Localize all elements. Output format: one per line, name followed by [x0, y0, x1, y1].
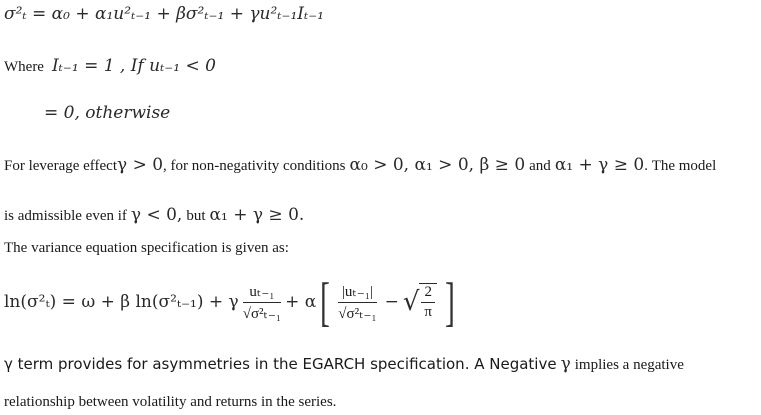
fraction-denominator: √σ²ₜ₋₁ [242, 305, 282, 322]
text-segment: and [529, 158, 551, 174]
math-segment: α₁ + γ ≥ 0. [209, 205, 305, 225]
admissible-paragraph [4, 205, 304, 225]
text-segment: but [186, 208, 206, 224]
text-segment: For leverage effect [4, 158, 117, 174]
gamma-symbol: γ [560, 354, 571, 374]
minus-sign: − [384, 292, 399, 312]
math-segment: α₁ + γ ≥ 0 [554, 155, 645, 175]
equation-lhs: ln(σ²ₜ) = ω + β ln(σ²ₜ₋₁) + γ [4, 292, 239, 312]
egarch-equation [4, 268, 459, 336]
fraction-denominator: π [424, 304, 432, 320]
left-bracket: [ [320, 272, 331, 332]
leverage-paragraph [4, 155, 716, 175]
math-segment: γ < 0, [130, 205, 183, 225]
fraction-numerator: uₜ₋₁ [243, 282, 281, 303]
garch-equation: σ²ₜ = α₀ + α₁u²ₜ₋₁ + βσ²ₜ₋₁ + γu²ₜ₋₁Iₜ₋₁ [4, 4, 324, 24]
fraction-two-over-pi [419, 283, 437, 321]
indicator-otherwise: = 0, otherwise [44, 103, 171, 123]
indicator-definition [4, 56, 216, 76]
fraction-denominator: √σ²ₜ₋₁ [338, 305, 377, 322]
sqrt-icon: √ [402, 287, 420, 317]
variance-intro: The variance equation specification is given as: [4, 240, 289, 256]
where-label: Where [4, 59, 44, 75]
fraction-numerator: |uₜ₋₁| [338, 282, 376, 303]
math-segment: γ > 0 [117, 155, 164, 175]
fraction-abs-u-over-sigma [338, 282, 376, 323]
text-segment: , for non-negativity conditions [163, 158, 346, 174]
fraction-numerator: 2 [421, 284, 435, 303]
right-bracket: ] [445, 272, 455, 332]
text-segment: . The model [644, 158, 717, 174]
plus-alpha: + α [285, 292, 317, 312]
math-segment: α₀ > 0, α₁ > 0, β ≥ 0 [349, 155, 526, 175]
asymmetry-paragraph [4, 354, 684, 374]
indicator-condition: Iₜ₋₁ = 1 , If uₜ₋₁ < 0 [51, 56, 216, 76]
text-segment: γ term provides for asymmetries in the EGARCH specification. A Negative [4, 355, 557, 373]
text-segment: implies a negative [574, 357, 684, 373]
relationship-paragraph: relationship between volatility and returns in the series. [4, 394, 337, 410]
fraction-u-over-sigma [243, 282, 281, 323]
text-segment: is admissible even if [4, 208, 127, 224]
